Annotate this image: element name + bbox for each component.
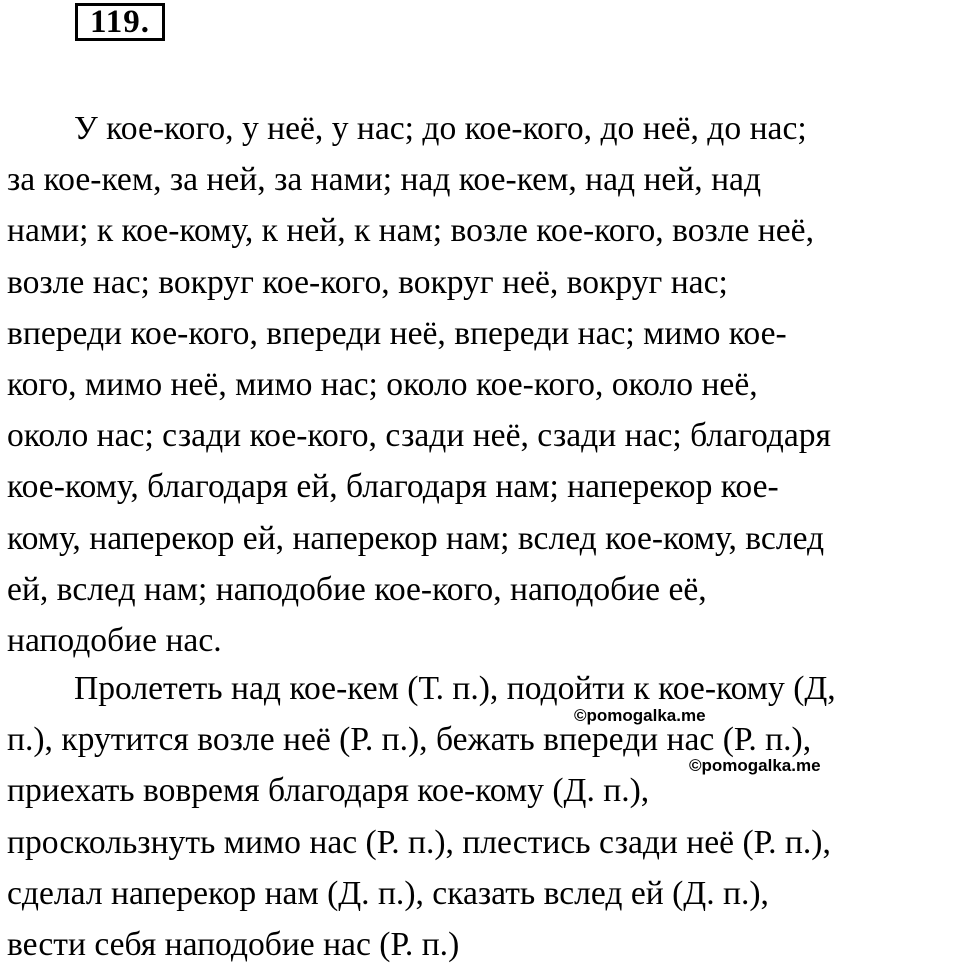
paragraph-prepositions [7,103,831,666]
text-line: п.), крутится возле неё (Р. п.), бежать впереди нас (Р. п.), [7,721,812,759]
text-line: проскользнуть мимо нас (Р. п.), плестись сзади неё (Р. п.), [7,823,831,861]
text-line: вести себя наподобие нас (Р. п.) [7,925,460,963]
text-line: сделал наперекор нам (Д. п.), сказать вслед ей (Д. п.), [7,874,769,912]
text-line: Пролететь над кое-кем (Т. п.), подойти к кое-кому (Д, [74,670,836,707]
watermark: ©pomogalka.me [574,706,706,725]
text-line: кого, мимо неё, мимо нас; около кое-кого, около неё, [7,365,758,403]
text-line: кому, наперекор ей, наперекор нам; вслед кое-кому, вслед [7,519,825,557]
watermark: ©pomogalka.me [689,756,821,775]
text-line: впереди кое-кого, впереди неё, впереди нас; мимо кое- [7,314,787,352]
text-line: приехать вовремя благодаря кое-кому (Д. п.), [7,772,650,810]
text-line: У кое-кого, у неё, у нас; до кое-кого, до неё, до нас; [74,110,807,147]
text-line: около нас; сзади кое-кого, сзади неё, сзади нас; благодаря [7,417,832,455]
task-number: 119. [75,3,165,41]
text-line: возле нас; вокруг кое-кого, вокруг неё, вокруг нас; [7,263,728,301]
text-line: ей, вслед нам; наподобие кое-кого, наподобие её, [7,570,707,608]
paragraph-cases [7,663,836,970]
text-line: нами; к кое-кому, к ней, к нам; возле кое-кого, возле неё, [7,212,814,250]
text-line: за кое-кем, за ней, за нами; над кое-кем, над ней, над [7,161,762,199]
text-line: кое-кому, благодаря ей, благодаря нам; наперекор кое- [7,468,779,506]
text-line: наподобие нас. [7,621,222,659]
